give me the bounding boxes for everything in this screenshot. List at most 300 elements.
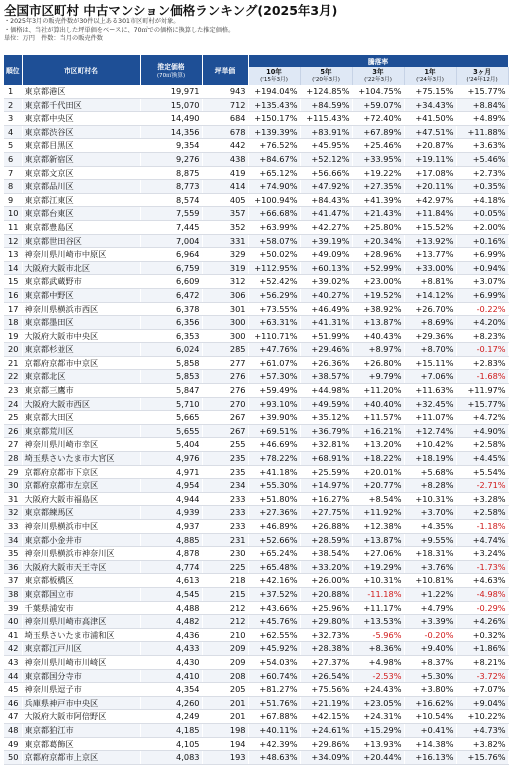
table-row xyxy=(4,180,508,194)
table-row xyxy=(4,261,508,275)
change-1y-cell: +75.15% xyxy=(404,85,456,98)
rank-cell: 43 xyxy=(4,655,22,669)
change-5y-cell: +36.79% xyxy=(300,424,352,438)
header-period xyxy=(248,67,300,85)
price-cell: 8,875 xyxy=(140,166,202,180)
table-row xyxy=(4,710,508,724)
price-cell: 4,954 xyxy=(140,479,202,493)
change-10y-cell: +40.11% xyxy=(248,723,300,737)
change-3m-cell: +15.77% xyxy=(456,397,508,411)
change-5y-cell: +44.98% xyxy=(300,384,352,398)
header-period xyxy=(456,67,508,85)
change-10y-cell: +57.30% xyxy=(248,370,300,384)
change-3m-cell: -0.22% xyxy=(456,302,508,316)
name-cell: 神奈川県川崎市高津区 xyxy=(22,615,140,629)
name-cell: 東京都中央区 xyxy=(22,112,140,126)
price-cell: 19,971 xyxy=(140,85,202,98)
change-3y-cell: +40.43% xyxy=(352,329,404,343)
table-row xyxy=(4,669,508,683)
change-3m-cell: +8.21% xyxy=(456,655,508,669)
change-3m-cell: +7.07% xyxy=(456,683,508,697)
unit-price-cell: 193 xyxy=(202,751,248,765)
change-10y-cell: +194.04% xyxy=(248,85,300,98)
unit-price-cell: 194 xyxy=(202,737,248,751)
table-row xyxy=(4,166,508,180)
change-3y-cell: +38.92% xyxy=(352,302,404,316)
change-5y-cell: +35.12% xyxy=(300,411,352,425)
name-cell: 京都府京都市中京区 xyxy=(22,356,140,370)
change-1y-cell: +8.28% xyxy=(404,479,456,493)
change-10y-cell: +52.42% xyxy=(248,275,300,289)
name-cell: 東京都千代田区 xyxy=(22,98,140,112)
table-row xyxy=(4,642,508,656)
name-cell: 東京都板橋区 xyxy=(22,574,140,588)
change-3m-cell: +6.99% xyxy=(456,248,508,262)
price-cell: 4,885 xyxy=(140,533,202,547)
name-cell: 東京都大田区 xyxy=(22,411,140,425)
name-cell: 東京都豊島区 xyxy=(22,220,140,234)
change-1y-cell: +34.43% xyxy=(404,98,456,112)
change-10y-cell: +110.71% xyxy=(248,329,300,343)
price-cell: 4,488 xyxy=(140,601,202,615)
change-3y-cell: +20.44% xyxy=(352,751,404,765)
change-5y-cell: +84.43% xyxy=(300,193,352,207)
change-5y-cell: +27.75% xyxy=(300,506,352,520)
note-line: 単位：万円 件数：当月の販売件数 xyxy=(4,35,103,43)
change-3m-cell: +2.00% xyxy=(456,220,508,234)
change-10y-cell: +81.27% xyxy=(248,683,300,697)
unit-price-cell: 285 xyxy=(202,343,248,357)
change-10y-cell: +48.63% xyxy=(248,751,300,765)
change-1y-cell: +32.45% xyxy=(404,397,456,411)
unit-price-cell: 684 xyxy=(202,112,248,126)
rank-cell: 30 xyxy=(4,479,22,493)
change-1y-cell: +5.68% xyxy=(404,465,456,479)
change-5y-cell: +26.54% xyxy=(300,669,352,683)
change-3m-cell: -3.72% xyxy=(456,669,508,683)
rank-cell: 48 xyxy=(4,723,22,737)
change-3m-cell: +9.04% xyxy=(456,696,508,710)
table-row xyxy=(4,343,508,357)
name-cell: 東京都三鷹市 xyxy=(22,384,140,398)
change-1y-cell: +19.11% xyxy=(404,152,456,166)
change-3y-cell: +11.92% xyxy=(352,506,404,520)
change-3y-cell: +8.54% xyxy=(352,492,404,506)
unit-price-cell: 209 xyxy=(202,655,248,669)
change-5y-cell: +33.20% xyxy=(300,560,352,574)
name-cell: 東京都葛飾区 xyxy=(22,737,140,751)
change-10y-cell: +46.89% xyxy=(248,520,300,534)
price-cell: 4,354 xyxy=(140,683,202,697)
unit-price-cell: 276 xyxy=(202,370,248,384)
unit-price-cell: 233 xyxy=(202,492,248,506)
change-1y-cell: +10.31% xyxy=(404,492,456,506)
change-5y-cell: +16.27% xyxy=(300,492,352,506)
unit-price-cell: 218 xyxy=(202,574,248,588)
name-cell: 東京都江戸川区 xyxy=(22,642,140,656)
price-cell: 4,433 xyxy=(140,642,202,656)
change-5y-cell: +41.31% xyxy=(300,316,352,330)
change-5y-cell: +26.36% xyxy=(300,356,352,370)
table-row xyxy=(4,125,508,139)
change-1y-cell: +3.39% xyxy=(404,615,456,629)
change-1y-cell: +9.55% xyxy=(404,533,456,547)
change-5y-cell: +28.59% xyxy=(300,533,352,547)
change-3y-cell: +19.22% xyxy=(352,166,404,180)
unit-price-cell: 198 xyxy=(202,723,248,737)
change-3m-cell: +4.63% xyxy=(456,574,508,588)
unit-price-cell: 205 xyxy=(202,683,248,697)
change-5y-cell: +14.97% xyxy=(300,479,352,493)
rank-cell: 28 xyxy=(4,452,22,466)
table-row xyxy=(4,615,508,629)
unit-price-cell: 712 xyxy=(202,98,248,112)
change-3m-cell: +1.86% xyxy=(456,642,508,656)
change-10y-cell: +84.67% xyxy=(248,152,300,166)
table-row xyxy=(4,465,508,479)
change-3m-cell: +0.05% xyxy=(456,207,508,221)
header-unit: 坪単価 xyxy=(202,55,248,85)
change-1y-cell: +13.77% xyxy=(404,248,456,262)
price-cell: 4,971 xyxy=(140,465,202,479)
change-3y-cell: +19.52% xyxy=(352,288,404,302)
unit-price-cell: 201 xyxy=(202,710,248,724)
change-3m-cell: +4.72% xyxy=(456,411,508,425)
table-body xyxy=(4,85,508,764)
change-3m-cell: +3.07% xyxy=(456,275,508,289)
change-1y-cell: +3.80% xyxy=(404,683,456,697)
change-5y-cell: +51.99% xyxy=(300,329,352,343)
name-cell: 東京都武蔵野市 xyxy=(22,275,140,289)
change-3m-cell: +2.73% xyxy=(456,166,508,180)
name-cell: 神奈川県横浜市中区 xyxy=(22,520,140,534)
change-3m-cell: -1.18% xyxy=(456,520,508,534)
table-row xyxy=(4,139,508,153)
name-cell: 東京都狛江市 xyxy=(22,723,140,737)
table-row xyxy=(4,547,508,561)
change-1y-cell: +3.70% xyxy=(404,506,456,520)
change-10y-cell: +55.30% xyxy=(248,479,300,493)
table-row xyxy=(4,384,508,398)
change-3y-cell: +20.01% xyxy=(352,465,404,479)
change-1y-cell: +8.69% xyxy=(404,316,456,330)
rank-cell: 2 xyxy=(4,98,22,112)
change-3m-cell: +4.26% xyxy=(456,615,508,629)
unit-price-cell: 231 xyxy=(202,533,248,547)
change-3m-cell: +4.20% xyxy=(456,316,508,330)
table-row xyxy=(4,207,508,221)
change-10y-cell: +66.68% xyxy=(248,207,300,221)
name-cell: 埼玉県さいたま市大宮区 xyxy=(22,452,140,466)
unit-price-cell: 234 xyxy=(202,479,248,493)
change-3m-cell: +2.83% xyxy=(456,356,508,370)
rank-cell: 25 xyxy=(4,411,22,425)
rank-cell: 3 xyxy=(4,112,22,126)
name-cell: 神奈川県横浜市神奈川区 xyxy=(22,547,140,561)
change-3y-cell: +13.53% xyxy=(352,615,404,629)
change-5y-cell: +124.85% xyxy=(300,85,352,98)
price-cell: 6,353 xyxy=(140,329,202,343)
price-cell: 4,774 xyxy=(140,560,202,574)
rank-cell: 49 xyxy=(4,737,22,751)
change-5y-cell: +41.47% xyxy=(300,207,352,221)
change-3y-cell: +19.29% xyxy=(352,560,404,574)
change-10y-cell: +46.69% xyxy=(248,438,300,452)
period-label: 3ヶ月 xyxy=(473,68,491,76)
unit-price-cell: 277 xyxy=(202,356,248,370)
change-10y-cell: +65.48% xyxy=(248,560,300,574)
price-cell: 4,613 xyxy=(140,574,202,588)
name-cell: 京都府京都市下京区 xyxy=(22,465,140,479)
table-row xyxy=(4,438,508,452)
price-cell: 4,410 xyxy=(140,669,202,683)
rank-cell: 40 xyxy=(4,615,22,629)
change-3y-cell: +23.05% xyxy=(352,696,404,710)
change-1y-cell: +29.36% xyxy=(404,329,456,343)
period-sub: ('15年3月) xyxy=(260,77,288,83)
change-3y-cell: +40.40% xyxy=(352,397,404,411)
price-cell: 4,185 xyxy=(140,723,202,737)
change-3y-cell: +18.22% xyxy=(352,452,404,466)
table-row xyxy=(4,520,508,534)
name-cell: 大阪府大阪市福島区 xyxy=(22,492,140,506)
rank-cell: 8 xyxy=(4,180,22,194)
rank-cell: 35 xyxy=(4,547,22,561)
header-price-sub: (70㎡換算) xyxy=(156,73,186,79)
table-row xyxy=(4,397,508,411)
table-row xyxy=(4,737,508,751)
price-cell: 6,609 xyxy=(140,275,202,289)
unit-price-cell: 225 xyxy=(202,560,248,574)
change-5y-cell: +38.54% xyxy=(300,547,352,561)
change-10y-cell: +78.22% xyxy=(248,452,300,466)
unit-price-cell: 319 xyxy=(202,261,248,275)
change-10y-cell: +27.36% xyxy=(248,506,300,520)
change-3y-cell: +41.39% xyxy=(352,193,404,207)
change-10y-cell: +47.76% xyxy=(248,343,300,357)
table-row xyxy=(4,655,508,669)
price-cell: 4,105 xyxy=(140,737,202,751)
unit-price-cell: 306 xyxy=(202,288,248,302)
price-cell: 8,574 xyxy=(140,193,202,207)
unit-price-cell: 209 xyxy=(202,642,248,656)
change-1y-cell: +13.92% xyxy=(404,234,456,248)
change-1y-cell: +14.38% xyxy=(404,737,456,751)
table-row xyxy=(4,411,508,425)
table-row xyxy=(4,683,508,697)
change-3y-cell: +25.80% xyxy=(352,220,404,234)
ranking-table xyxy=(4,55,509,765)
change-5y-cell: +26.88% xyxy=(300,520,352,534)
table-row xyxy=(4,492,508,506)
name-cell: 千葉県浦安市 xyxy=(22,601,140,615)
rank-cell: 17 xyxy=(4,302,22,316)
unit-price-cell: 233 xyxy=(202,506,248,520)
change-3y-cell: -5.96% xyxy=(352,628,404,642)
name-cell: 東京都台東区 xyxy=(22,207,140,221)
change-1y-cell: +8.70% xyxy=(404,343,456,357)
price-cell: 6,356 xyxy=(140,316,202,330)
unit-price-cell: 301 xyxy=(202,302,248,316)
change-10y-cell: +45.76% xyxy=(248,615,300,629)
unit-price-cell: 405 xyxy=(202,193,248,207)
change-1y-cell: -0.20% xyxy=(404,628,456,642)
change-10y-cell: +43.66% xyxy=(248,601,300,615)
unit-price-cell: 943 xyxy=(202,85,248,98)
change-1y-cell: +8.37% xyxy=(404,655,456,669)
price-cell: 4,976 xyxy=(140,452,202,466)
name-cell: 東京都小金井市 xyxy=(22,533,140,547)
change-5y-cell: +46.49% xyxy=(300,302,352,316)
change-3m-cell: +4.73% xyxy=(456,723,508,737)
change-3y-cell: +13.93% xyxy=(352,737,404,751)
change-10y-cell: +60.74% xyxy=(248,669,300,683)
rank-cell: 21 xyxy=(4,356,22,370)
rank-cell: 31 xyxy=(4,492,22,506)
change-5y-cell: +45.95% xyxy=(300,139,352,153)
change-1y-cell: +16.13% xyxy=(404,751,456,765)
rank-cell: 9 xyxy=(4,193,22,207)
unit-price-cell: 235 xyxy=(202,452,248,466)
table-row xyxy=(4,288,508,302)
change-10y-cell: +45.92% xyxy=(248,642,300,656)
change-10y-cell: +61.07% xyxy=(248,356,300,370)
change-5y-cell: +21.19% xyxy=(300,696,352,710)
table-row xyxy=(4,479,508,493)
change-1y-cell: +16.62% xyxy=(404,696,456,710)
change-5y-cell: +32.73% xyxy=(300,628,352,642)
change-1y-cell: +14.12% xyxy=(404,288,456,302)
change-10y-cell: +150.17% xyxy=(248,112,300,126)
table-row xyxy=(4,275,508,289)
name-cell: 東京都新宿区 xyxy=(22,152,140,166)
change-1y-cell: +18.19% xyxy=(404,452,456,466)
name-cell: 東京都練馬区 xyxy=(22,506,140,520)
change-1y-cell: +18.31% xyxy=(404,547,456,561)
name-cell: 大阪府大阪市中央区 xyxy=(22,329,140,343)
change-3y-cell: +8.97% xyxy=(352,343,404,357)
unit-price-cell: 438 xyxy=(202,152,248,166)
change-5y-cell: +25.59% xyxy=(300,465,352,479)
price-cell: 6,472 xyxy=(140,288,202,302)
change-5y-cell: +68.91% xyxy=(300,452,352,466)
unit-price-cell: 267 xyxy=(202,411,248,425)
change-3m-cell: +4.45% xyxy=(456,452,508,466)
rank-cell: 22 xyxy=(4,370,22,384)
change-3m-cell: +3.63% xyxy=(456,139,508,153)
change-5y-cell: +20.88% xyxy=(300,587,352,601)
price-cell: 4,083 xyxy=(140,751,202,765)
change-10y-cell: +62.55% xyxy=(248,628,300,642)
name-cell: 東京都杉並区 xyxy=(22,343,140,357)
change-10y-cell: +65.12% xyxy=(248,166,300,180)
price-cell: 5,710 xyxy=(140,397,202,411)
change-3y-cell: +67.89% xyxy=(352,125,404,139)
name-cell: 東京都世田谷区 xyxy=(22,234,140,248)
name-cell: 東京都北区 xyxy=(22,370,140,384)
name-cell: 神奈川県横浜市西区 xyxy=(22,302,140,316)
unit-price-cell: 331 xyxy=(202,234,248,248)
unit-price-cell: 352 xyxy=(202,220,248,234)
change-3m-cell: +15.76% xyxy=(456,751,508,765)
unit-price-cell: 300 xyxy=(202,316,248,330)
name-cell: 神奈川県川崎市中原区 xyxy=(22,248,140,262)
change-1y-cell: +15.52% xyxy=(404,220,456,234)
change-3y-cell: +24.31% xyxy=(352,710,404,724)
period-sub: ('24年3月) xyxy=(416,77,444,83)
change-1y-cell: +4.35% xyxy=(404,520,456,534)
change-10y-cell: +139.39% xyxy=(248,125,300,139)
rank-cell: 7 xyxy=(4,166,22,180)
page-title: 全国市区町村 中古マンション価格ランキング(2025年3月) xyxy=(4,3,338,18)
change-3y-cell: +25.46% xyxy=(352,139,404,153)
change-3y-cell: +4.98% xyxy=(352,655,404,669)
rank-cell: 23 xyxy=(4,384,22,398)
rank-cell: 27 xyxy=(4,438,22,452)
name-cell: 東京都江東区 xyxy=(22,193,140,207)
rank-cell: 39 xyxy=(4,601,22,615)
unit-price-cell: 329 xyxy=(202,248,248,262)
change-5y-cell: +60.13% xyxy=(300,261,352,275)
price-cell: 5,665 xyxy=(140,411,202,425)
price-cell: 7,559 xyxy=(140,207,202,221)
unit-price-cell: 230 xyxy=(202,547,248,561)
change-5y-cell: +83.91% xyxy=(300,125,352,139)
name-cell: 東京都墨田区 xyxy=(22,316,140,330)
rank-cell: 42 xyxy=(4,642,22,656)
change-3m-cell: -4.98% xyxy=(456,587,508,601)
unit-price-cell: 201 xyxy=(202,696,248,710)
rank-cell: 11 xyxy=(4,220,22,234)
change-3y-cell: +72.40% xyxy=(352,112,404,126)
change-3m-cell: +2.58% xyxy=(456,506,508,520)
rank-cell: 10 xyxy=(4,207,22,221)
change-10y-cell: +135.43% xyxy=(248,98,300,112)
change-1y-cell: +47.51% xyxy=(404,125,456,139)
header-name: 市区町村名 xyxy=(22,55,140,85)
change-1y-cell: +20.87% xyxy=(404,139,456,153)
table-row xyxy=(4,560,508,574)
change-3y-cell: -11.18% xyxy=(352,587,404,601)
change-3y-cell: +11.20% xyxy=(352,384,404,398)
change-3y-cell: +52.99% xyxy=(352,261,404,275)
change-5y-cell: +26.00% xyxy=(300,574,352,588)
unit-price-cell: 276 xyxy=(202,384,248,398)
change-5y-cell: +39.02% xyxy=(300,275,352,289)
change-3y-cell: +27.06% xyxy=(352,547,404,561)
header-period xyxy=(300,67,352,85)
table-row xyxy=(4,234,508,248)
rank-cell: 38 xyxy=(4,587,22,601)
name-cell: 東京都渋谷区 xyxy=(22,125,140,139)
change-1y-cell: +9.40% xyxy=(404,642,456,656)
table-row xyxy=(4,723,508,737)
change-3y-cell: +15.29% xyxy=(352,723,404,737)
rank-cell: 46 xyxy=(4,696,22,710)
change-3m-cell: +11.97% xyxy=(456,384,508,398)
rank-cell: 47 xyxy=(4,710,22,724)
rank-cell: 20 xyxy=(4,343,22,357)
rank-cell: 50 xyxy=(4,751,22,765)
unit-price-cell: 208 xyxy=(202,669,248,683)
change-5y-cell: +28.38% xyxy=(300,642,352,656)
price-cell: 4,545 xyxy=(140,587,202,601)
name-cell: 東京都目黒区 xyxy=(22,139,140,153)
change-5y-cell: +25.96% xyxy=(300,601,352,615)
price-cell: 14,490 xyxy=(140,112,202,126)
unit-price-cell: 312 xyxy=(202,275,248,289)
change-3y-cell: +8.36% xyxy=(352,642,404,656)
